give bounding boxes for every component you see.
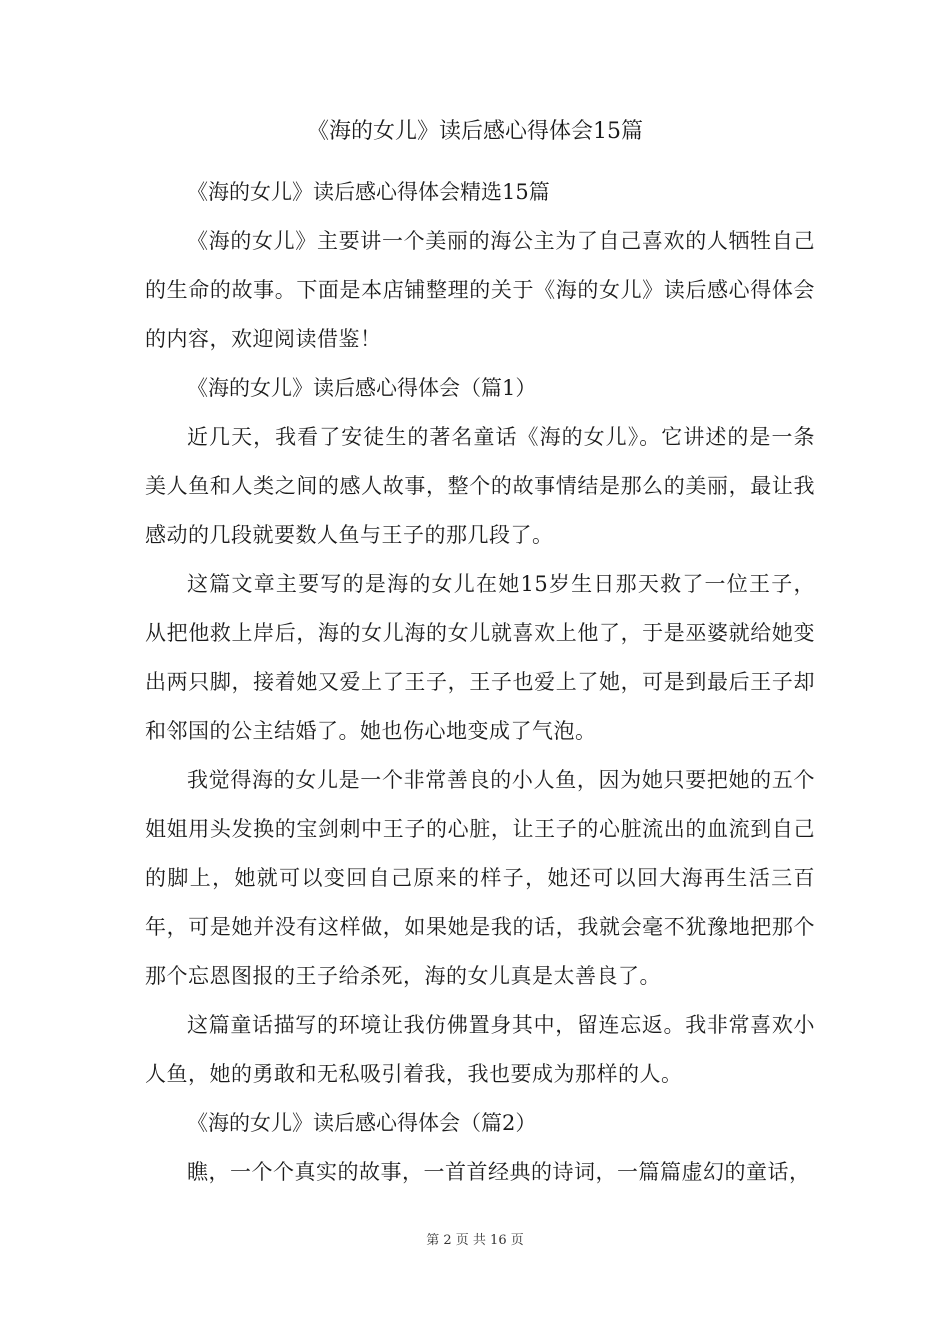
- subtitle-paragraph: 《海的女儿》读后感心得体会精选15篇: [187, 180, 550, 204]
- section-heading-2: 《海的女儿》读后感心得体会（篇2）: [187, 1111, 537, 1135]
- body-paragraph: 这篇文章主要写的是海的女儿在她15岁生日那天救了一位王子，从把他救上岸后，海的女儿海的女儿就喜欢上他了，于是巫婆就给她变出两只脚，接着她又爱上了王子，王子也爱上了她，可是到最后王子却和邻国的公主结婚了。她也伤心地变成了气泡。: [145, 572, 815, 743]
- section-heading-1: 《海的女儿》读后感心得体会（篇1）: [187, 376, 537, 400]
- body-paragraph: 近几天，我看了安徒生的著名童话《海的女儿》。它讲述的是一条美人鱼和人类之间的感人故事，整个的故事情结是那么的美丽，最让我感动的几段就要数人鱼与王子的那几段了。: [145, 425, 815, 547]
- page-number-footer: 第 2 页 共 16 页: [426, 1233, 524, 1248]
- body-paragraph: 我觉得海的女儿是一个非常善良的小人鱼，因为她只要把她的五个姐姐用头发换的宝剑刺中王子的心脏，让王子的心脏流出的血流到自己的脚上，她就可以变回自己原来的样子，她还可以回大海再生活三百年，可是她并没有这样做，如果她是我的话，我就会毫不犹豫地把那个那个忘恩图报的王子给杀死，海的女儿真是太善良了。: [145, 768, 815, 988]
- intro-paragraph: 《海的女儿》主要讲一个美丽的海公主为了自己喜欢的人牺牲自己的生命的故事。下面是本店铺整理的关于《海的女儿》读后感心得体会的内容，欢迎阅读借鉴！: [145, 229, 815, 351]
- body-paragraph: 这篇童话描写的环境让我仿佛置身其中，留连忘返。我非常喜欢小人鱼，她的勇敢和无私吸引着我，我也要成为那样的人。: [145, 1013, 815, 1086]
- document-body: [145, 168, 815, 1197]
- body-paragraph: 瞧，一个个真实的故事，一首首经典的诗词，一篇篇虚幻的童话，: [187, 1160, 811, 1184]
- document-title: 《海的女儿》读后感心得体会15篇: [307, 119, 643, 144]
